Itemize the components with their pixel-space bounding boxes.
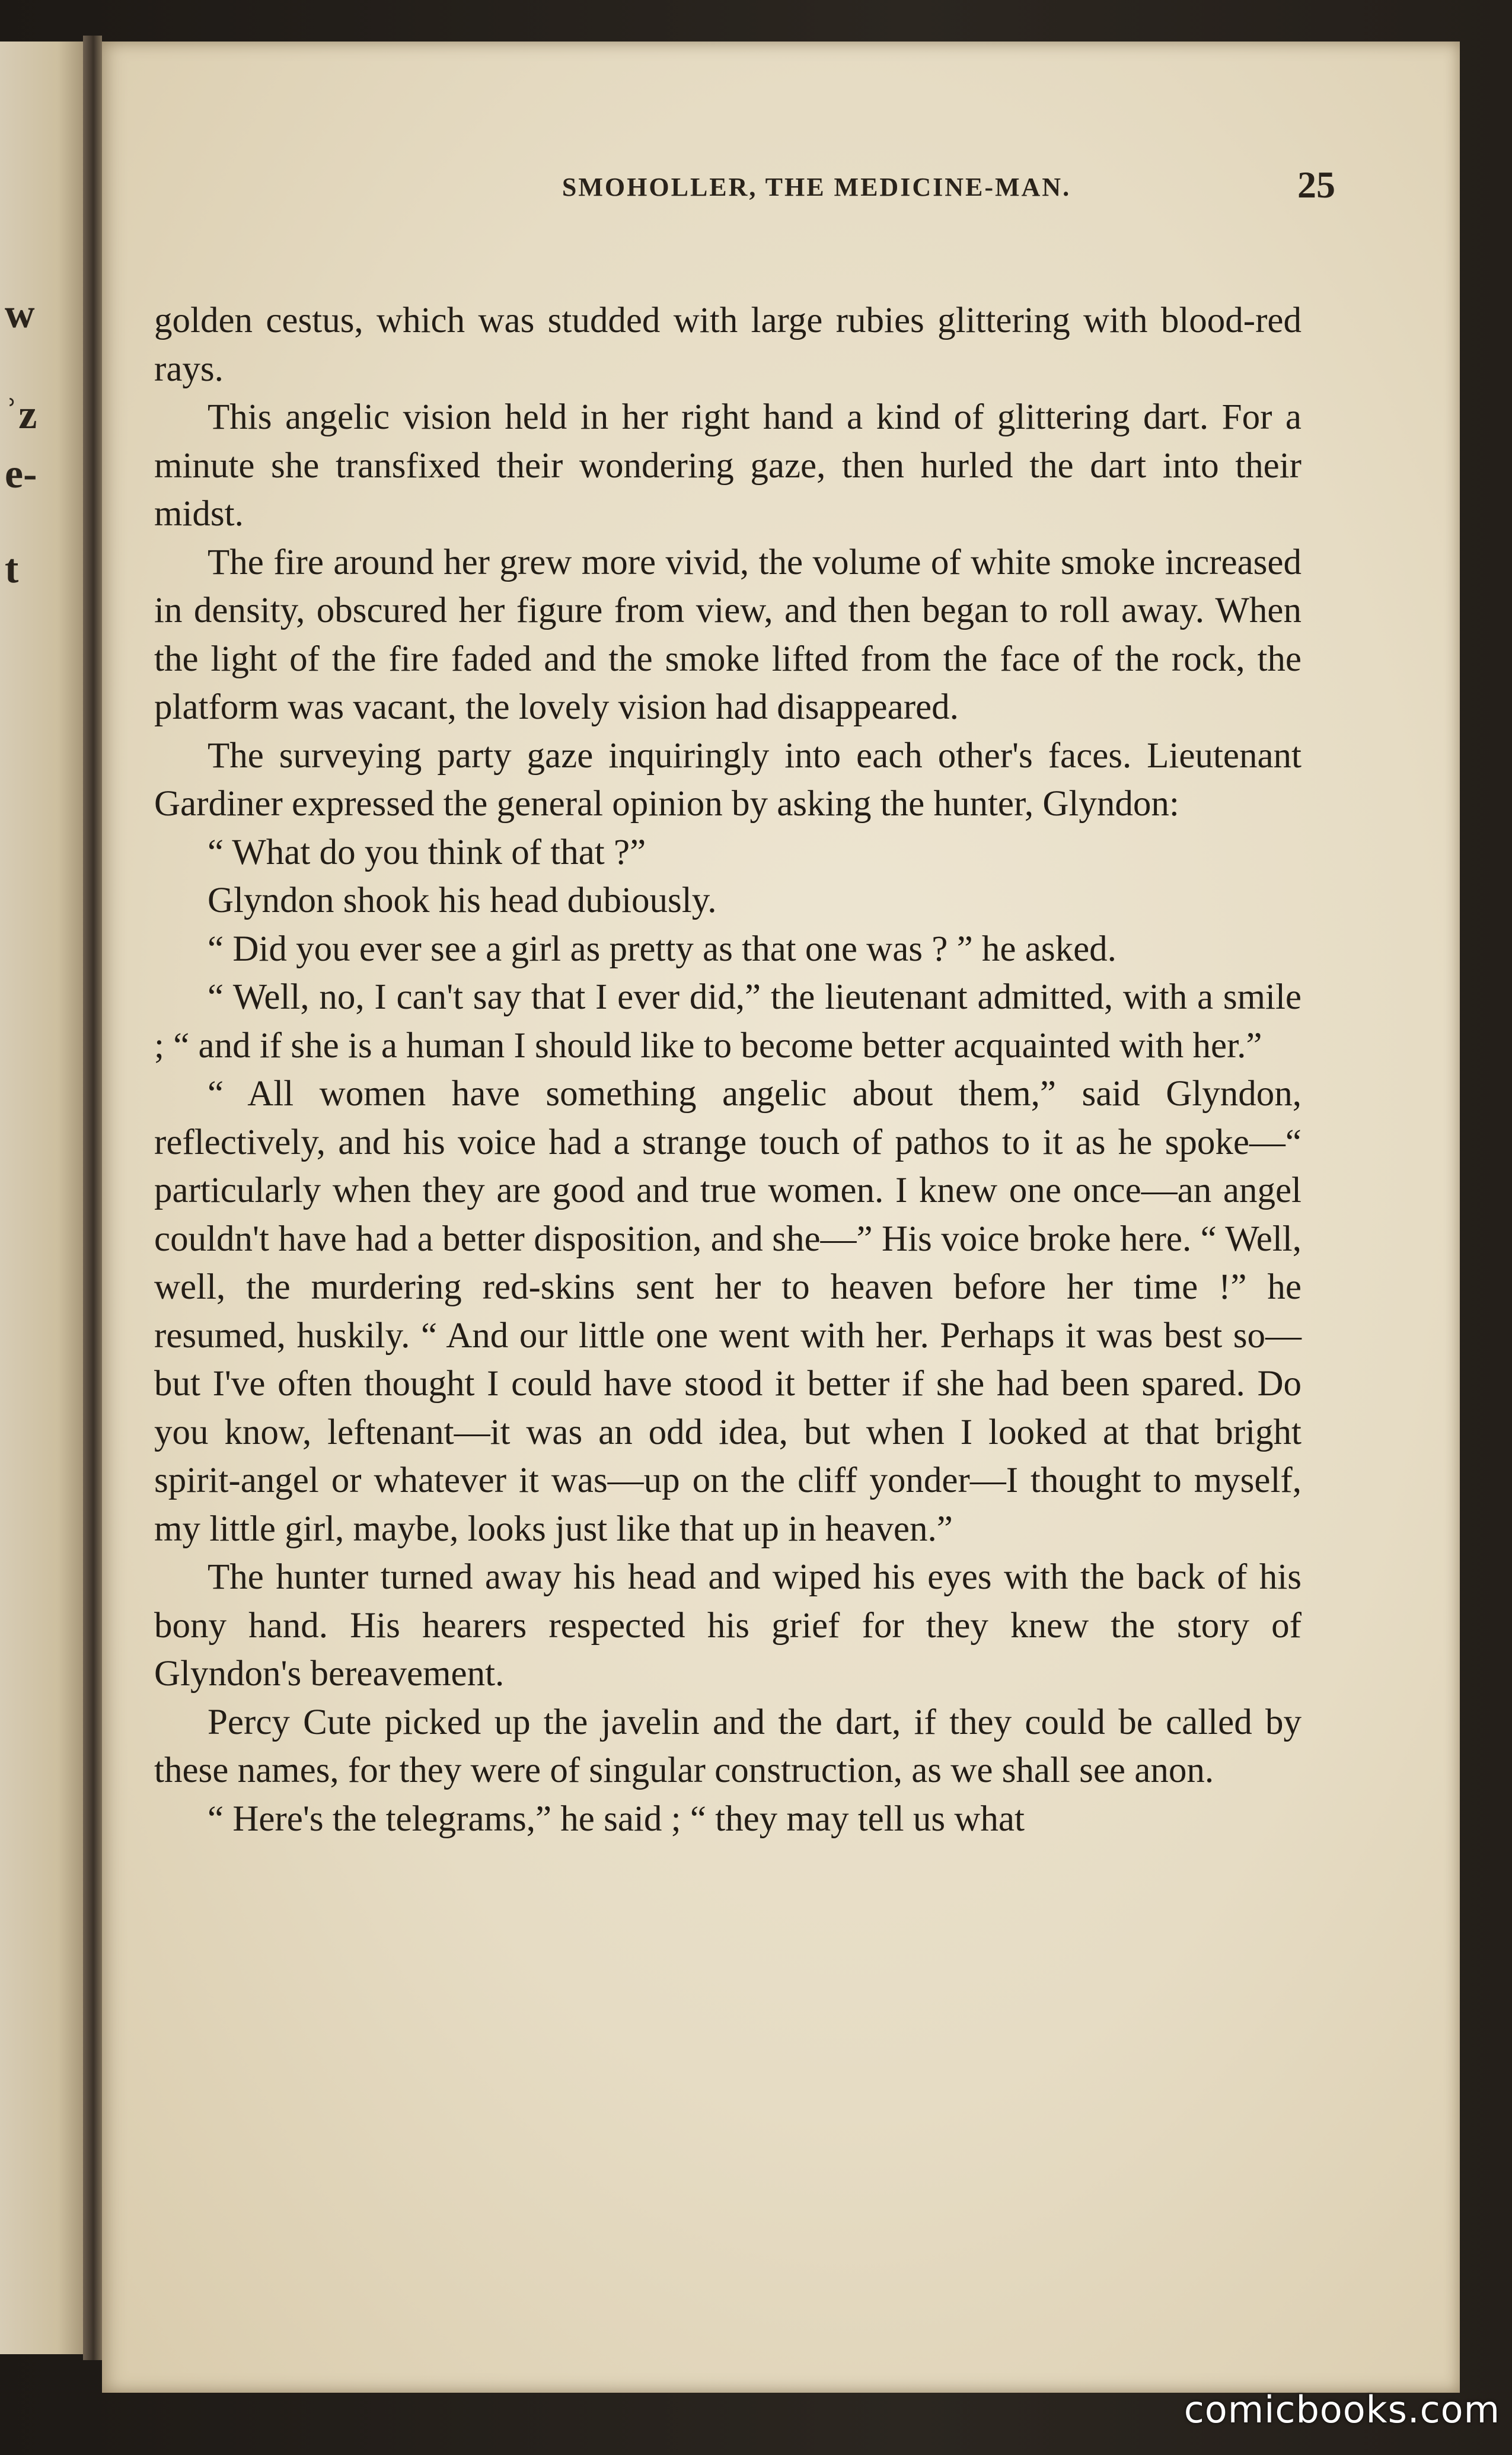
- paragraph: This angelic vision held in her right hand a kind of glittering dart. For a minute she transfixed their wondering gaze, then hurled the dart into their midst.: [154, 397, 1302, 534]
- paragraph: The hunter turned away his head and wiped his eyes with the back of his bony hand. His hearers respected his grief for they knew the story of Glyndon's bereavement.: [154, 1557, 1302, 1694]
- prev-page-fragment: w: [5, 291, 35, 337]
- paragraph: Glyndon shook his head dubiously.: [208, 881, 717, 920]
- paragraph: “ Did you ever see a girl as pretty as that one was ? ” he asked.: [208, 929, 1117, 969]
- paragraph: The surveying party gaze inquiringly into each other's faces. Lieutenant Gardiner expressed the general opinion by asking the hunter, Glyndon:: [154, 735, 1302, 824]
- book-page: [102, 42, 1460, 2393]
- book-gutter: [83, 36, 102, 2360]
- prev-page-fragment: e-: [5, 451, 37, 497]
- paragraph: golden cestus, which was studded with large rubies glittering with blood-red rays.: [154, 301, 1302, 389]
- paragraph: “ Here's the telegrams,” he said ; “ they may tell us what: [208, 1799, 1025, 1839]
- running-title: SMOHOLLER, THE MEDICINE-MAN.: [562, 173, 1071, 202]
- paragraph: The fire around her grew more vivid, the volume of white smoke increased in density, obscured her figure from view, and then began to roll away. When the light of the fire faded and the smoke lifted from the face of the rock, the platform was vacant, the lovely vision had disappeared.: [154, 542, 1302, 727]
- paragraph: “ Well, no, I can't say that I ever did,” the lieutenant admitted, with a smile ; “ and if she is a human I should like to become better acquainted with her.”: [154, 977, 1302, 1066]
- paragraph: “ All women have something angelic about them,” said Glyndon, reflectively, and his voice had a strange touch of pathos to it as he spoke—“ particularly when they are good and true women. I knew one once—an angel couldn't have had a better disposition, and she—” His voice broke here. “ Well, well, the murdering red-skins sent her to heaven before her time !” he resumed, huskily. “ And our little one went with her. Perhaps it was best so—but I've often thought I could have stood it better if she had been spared. Do you know, leftenant—it was an odd idea, but when I looked at that bright spirit-angel or whatever it was—up on the cliff yonder—I thought to myself, my little girl, maybe, looks just like that up in heaven.”: [154, 1074, 1302, 1549]
- body-text: [154, 296, 1302, 1843]
- paragraph: Percy Cute picked up the javelin and the dart, if they could be called by these names, for they were of singular construction, as we shall see anon.: [154, 1702, 1302, 1790]
- page-number: 25: [1297, 164, 1335, 206]
- paragraph: “ What do you think of that ?”: [208, 832, 646, 872]
- previous-page-edge: [0, 42, 83, 2354]
- prev-page-fragment: t: [5, 546, 19, 592]
- watermark: comicbooks.com: [1184, 2388, 1500, 2431]
- prev-page-fragment: ʾz: [5, 392, 37, 438]
